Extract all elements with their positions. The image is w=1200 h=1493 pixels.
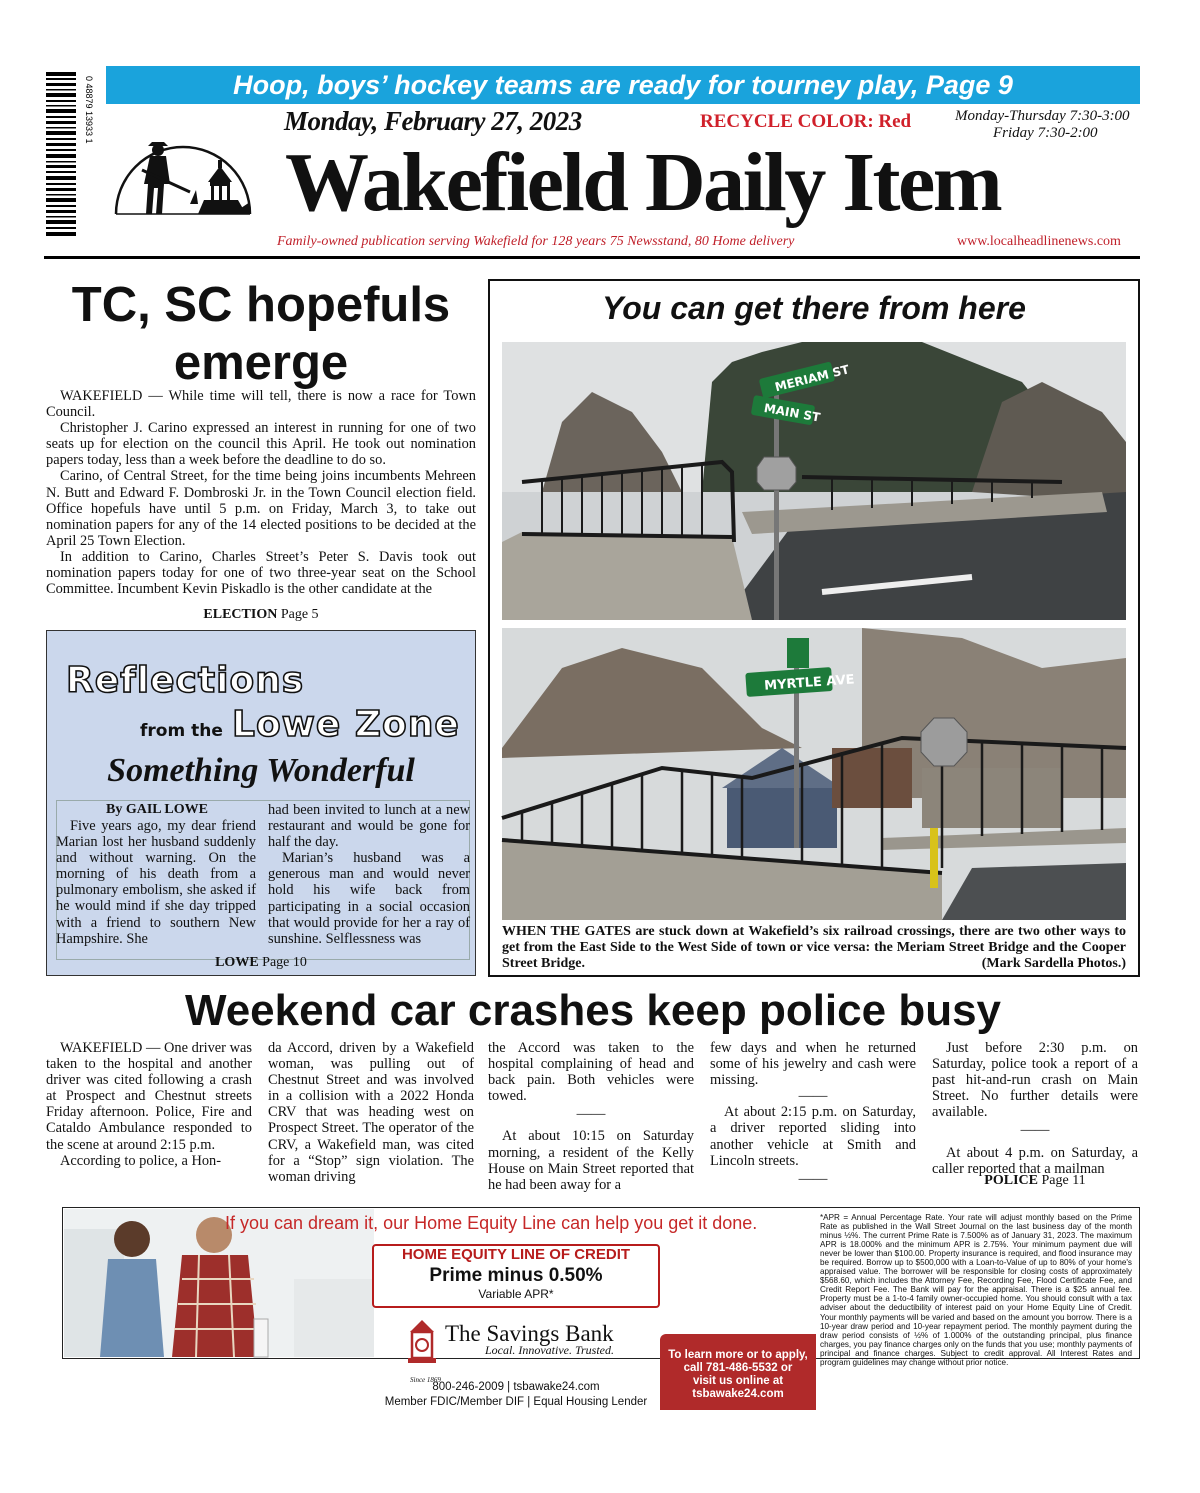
section-separator: ——: [798, 1088, 828, 1105]
jump-line-election[interactable]: [46, 607, 476, 623]
office-hours-weekday: Monday-Thursday 7:30-3:00: [955, 108, 1130, 124]
heloc-variable-apr: Variable APR*: [478, 1287, 554, 1301]
recycle-color-notice: RECYCLE COLOR: Red: [700, 111, 912, 132]
column-title-reflections: Reflections: [66, 660, 305, 701]
story-paragraph: In addition to Carino, Charles Street’s Peter S. Davis took out nomination papers today for one of two three-year seat on the School Committee. Incumbent Kevin Piskadlo is the other candidate at the: [46, 548, 476, 598]
story-paragraph: few days and when he returned some of his jewelry and cash were missing.: [710, 1040, 916, 1089]
column-title-lowe-zone: Lowe Zone: [232, 704, 460, 745]
office-hours-friday: Friday 7:30-2:00: [993, 125, 1098, 141]
story-column-3: [488, 1040, 694, 1193]
section-separator: ——: [1020, 1122, 1050, 1139]
story-paragraph: the Accord was taken to the hospital complaining of head and back pain. Both vehicles were towed.: [488, 1040, 694, 1105]
photo-cooper-street-bridge[interactable]: [502, 628, 1126, 920]
jump-page: Page 11: [1041, 1173, 1086, 1188]
story-paragraph: Christopher J. Carino expressed an interest in running for one of two seats up for election on the council this April. He took out nomination papers today, less than a week before the deadline to do so.: [46, 420, 476, 469]
masthead-tagline: Family-owned publication serving Wakefield for 128 years 75 Newsstand, 80 Home delivery: [277, 234, 795, 249]
story-paragraph: At about 4 p.m. on Saturday, a caller reported that a mailman: [932, 1144, 1138, 1177]
newspaper-masthead: Wakefield Daily Item: [285, 136, 1001, 229]
story-paragraph: According to police, a Hon-: [60, 1152, 222, 1169]
story-column-2: [268, 1040, 474, 1186]
column-paragraph: Five years ago, my dear friend Marian lost her husband suddenly and without warning. On the morning of his death from a pulmonary embolism, she asked if he would mind if she day tripped with a friend to southern New Hampshire. She: [56, 818, 256, 947]
story-paragraph: Carino, of Central Street, for the time being joins incumbents Mehreen N. Butt and Edward F. Dombroski Jr. in the Town Council election field. Office hopefuls have until 5 p.m. on Friday, March 3, to take out nomination papers for any of the 14 elected positions to be decided at the April 25 Town Election.: [46, 468, 476, 549]
top-banner-promo[interactable]: Hoop, boys’ hockey teams are ready for tourney play, Page 9: [106, 66, 1140, 104]
street-sign-myrtle: MYRTLE AVE: [763, 672, 856, 694]
column-text-col2: [268, 802, 470, 952]
street-sign-meriam: MERIAM ST: [773, 362, 851, 395]
bank-motto: Local. Innovative. Trusted.: [485, 1343, 614, 1357]
jump-page: Page 10: [262, 955, 307, 970]
story-paragraph: WAKEFIELD — While time will tell, there is now a race for Town Council.: [46, 388, 476, 421]
ad-contact-line[interactable]: 800-246-2009 | tsbawake24.com: [432, 1381, 600, 1393]
photo-feature-headline[interactable]: You can get there from here: [602, 290, 1026, 326]
photo-caption: WHEN THE GATES are stuck down at Wakefield’s six railroad crossings, there are two other ways to get from the East Side to the West Side of town or vice versa: the Meriam Street Bridge and the Cooper Street Bridge.: [502, 924, 1126, 971]
barcode-digits: 0 48879 13933 1: [84, 76, 94, 144]
barcode: [44, 72, 92, 242]
story-headline-election[interactable]: TC, SC hopefuls emerge: [71, 278, 451, 390]
story-paragraph: At about 10:15 on Saturday morning, a resident of the Kelly House on Main Street reported that he had been away for a: [488, 1128, 694, 1193]
cta-line: tsbawake24.com: [692, 1388, 784, 1400]
photo-credit: (Mark Sardella Photos.): [981, 956, 1126, 971]
cta-line: To learn more or to apply,: [668, 1349, 808, 1361]
column-paragraph: had been invited to lunch at a new restaurant and would be gone for half the day.: [268, 802, 470, 851]
column-title-from-the: from the: [140, 721, 223, 741]
column-byline: By GAIL LOWE: [106, 802, 208, 817]
bank-name: The Savings Bank: [445, 1321, 614, 1346]
ad-cta-text[interactable]: [660, 1349, 816, 1401]
jump-label: POLICE: [984, 1173, 1038, 1188]
heloc-title: HOME EQUITY LINE OF CREDIT: [382, 1246, 650, 1263]
column-text-col1: [56, 818, 256, 952]
story-column-4: [710, 1040, 916, 1186]
story-body-election: [46, 388, 476, 602]
bank-lantern-logo-icon: [404, 1318, 440, 1378]
jump-label: LOWE: [215, 955, 259, 970]
section-separator: ——: [798, 1170, 828, 1187]
story-paragraph: Just before 2:30 p.m. on Saturday, police took a report of a past hit-and-run crash on Main Street. No further details were available.: [932, 1040, 1138, 1121]
website-link[interactable]: www.localheadlinenews.com: [957, 234, 1121, 249]
story-paragraph: At about 2:15 p.m. on Saturday, a driver reported sliding into another vehicle at Smith and Lincoln streets.: [710, 1104, 916, 1169]
street-sign-main: MAIN ST: [762, 400, 822, 425]
photo-meriam-street-bridge[interactable]: [502, 342, 1126, 620]
story-headline-police[interactable]: Weekend car crashes keep police busy: [184, 986, 1002, 1035]
story-paragraph: da Accord, driven by a Wakefield woman, was pulling out of Chestnut Street and was involved in a collision with a 2022 Honda CRV that was heading west on Prospect Street. The operator of the CRV, a Wakefield man, was cited for a “Stop” sign violation. The woman driving: [268, 1040, 474, 1185]
ad-fdic-line: Member FDIC/Member DIF | Equal Housing Lender: [384, 1396, 648, 1408]
section-separator: ——: [576, 1106, 606, 1123]
ad-fine-print: *APR = Annual Percentage Rate. Your rate will adjust monthly based on the Prime Rate as published in the Wall Street Journal on the last business day of the month minus ½%. The current Prime Rate is 7.500% as of January 31, 2023. The maximum APR is 18.000% and the minimum APR is 2.75%. Your minimum payment due will never be lower than $100.00. Property insurance is required, and flood insurance may be required. Borrow up to $500,000 with a Loan-to-Value of up to 80% of your home's appraised value. The borrower will be responsible for closing costs of approximately $568.60, which includes the Attorney Fee, Recording Fee, Flood Certificate Fee, and Credit Report Fee. The Bank will pay for the appraisal. There is a $25 annual fee. Property must be a 1-to-4 family owner-occupied home. You should consult with a tax adviser about the deductibility of interest paid on your Home Equity Line of Credit. Your monthly payments will be varied and based on the amount you borrow. There is a 10-year draw period and 10-year repayment period. The monthly payment during the draw period consists of ½% of 1.000% of the outstanding principal, plus finance charges, you pay finance charges only on the funds that you use; monthly payments of principal and finance charges. Subject to credit approval. All Interest Rates and program guidelines may change without prior notice.: [820, 1213, 1132, 1367]
minuteman-logo: [112, 122, 254, 240]
column-headline[interactable]: Something Wonderful: [107, 752, 415, 789]
jump-page: Page 5: [280, 607, 319, 622]
ad-tagline: If you can dream it, our Home Equity Line can help you get it done.: [225, 1213, 758, 1233]
jump-line-police[interactable]: [932, 1173, 1138, 1189]
heloc-rate: Prime minus 0.50%: [429, 1265, 603, 1286]
bank-since: Since 1869: [410, 1376, 441, 1384]
story-paragraph: WAKEFIELD — One driver was taken to the hospital and another driver was cited following a crash at Prospect and Chestnut streets Friday afternoon. Police, Fire and Cataldo Ambulance responded to the scene at around 2:15 p.m.: [46, 1040, 252, 1153]
cta-line: visit us online at: [692, 1375, 784, 1387]
jump-label: ELECTION: [203, 607, 278, 622]
header-rule: [44, 256, 1140, 259]
issue-date: Monday, February 27, 2023: [284, 106, 582, 136]
jump-line-lowe[interactable]: [46, 955, 476, 971]
story-column-1: [46, 1040, 252, 1186]
story-column-5: [932, 1040, 1138, 1186]
cta-line: call 781-486-5532 or: [683, 1362, 793, 1374]
column-paragraph: Marian’s husband was a generous man and would never hold his wife back from participating in a social occasion that would provide for her a ray of sunshine. Selflessness was: [268, 850, 470, 947]
